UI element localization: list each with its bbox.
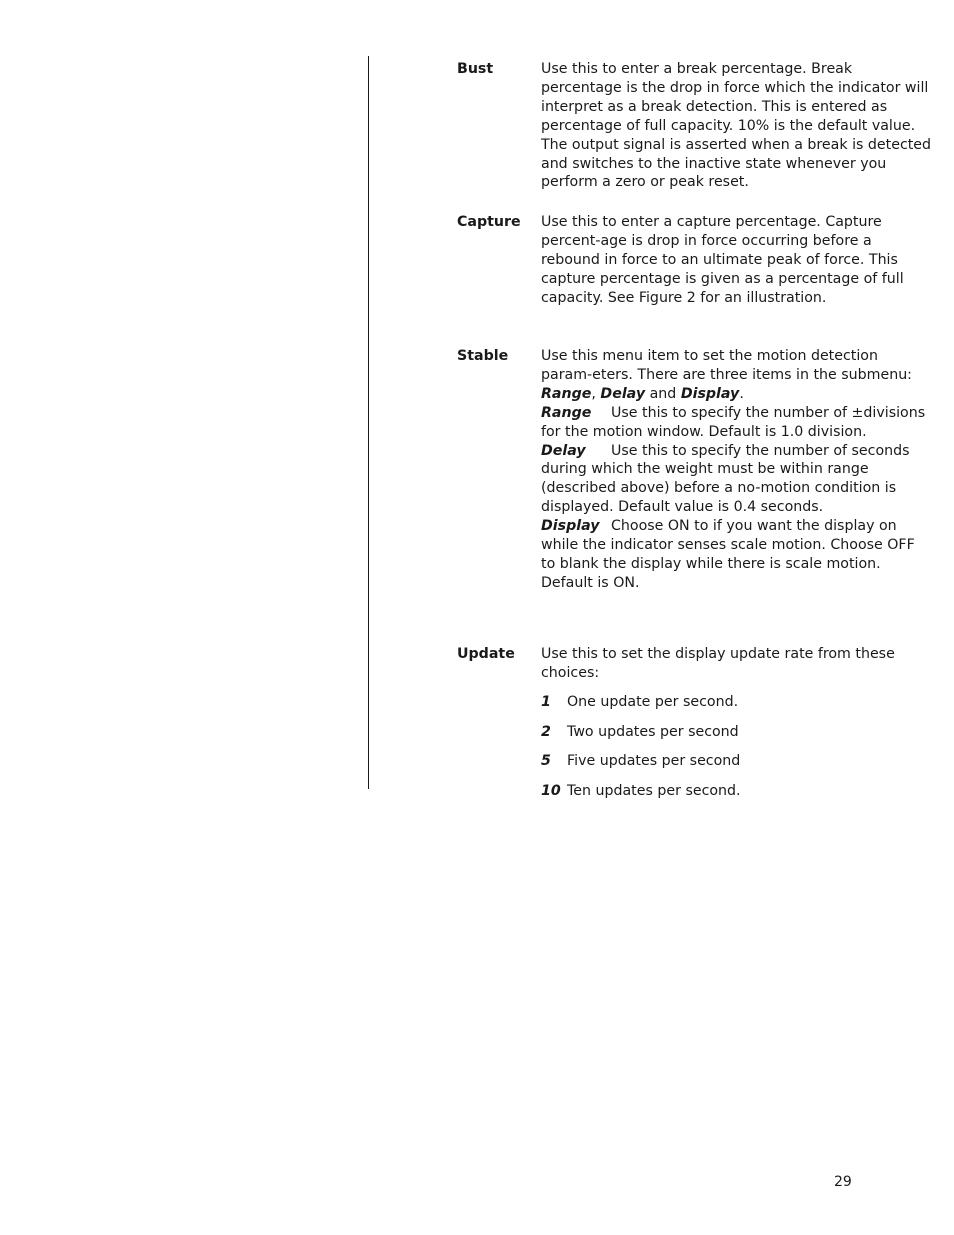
- subitem-delay: [541, 442, 933, 518]
- stable-intro-end: .: [739, 385, 744, 402]
- subitem-range: [541, 404, 933, 442]
- update-option-text: One update per second.: [567, 694, 739, 711]
- term-stable: Stable: [457, 348, 509, 364]
- margin-rule: [368, 56, 369, 789]
- update-option-1: [541, 693, 933, 712]
- desc-stable-intro: [541, 347, 933, 404]
- update-option-10: [541, 782, 933, 801]
- stable-intro-sep: ,: [591, 385, 596, 402]
- update-option-num: 1: [541, 694, 551, 711]
- update-option-text: Five updates per second: [567, 753, 741, 770]
- update-option-text: Ten updates per second.: [567, 782, 741, 799]
- subitem-display-term: Display: [541, 518, 600, 535]
- desc-bust-text: Use this to enter a break percentage. Break percentage is the drop in force which the indicator will interpret as a break detection. This is entered as percentage of full capacity. 10% is the default value. The output signal is asserted when a break is detected and switches to the inactive state whenever you perform a zero or peak reset.: [541, 61, 932, 191]
- desc-update: [541, 645, 933, 801]
- subitem-delay-text: Use this to specify the number of seconds during which the weight must be within range (described above) before a no-motion condition is displayed. Default value is 0.4 seconds.: [541, 442, 910, 516]
- stable-intro-display: Display: [680, 385, 740, 402]
- desc-capture: [541, 213, 933, 308]
- subitem-range-term: Range: [541, 404, 592, 421]
- stable-intro-delay: Delay: [600, 385, 646, 402]
- update-option-5: [541, 752, 933, 771]
- update-option-num: 2: [541, 723, 551, 740]
- subitem-display: [541, 517, 933, 593]
- update-option-text: Two updates per second: [567, 723, 739, 740]
- desc-bust: [541, 60, 933, 192]
- stable-intro-range: Range: [541, 385, 592, 402]
- subitem-display-text: Choose ON to if you want the display on while the indicator senses scale motion. Choose OFF to blank the display while there is scale motion. Default is ON.: [541, 518, 915, 591]
- term-bust: Bust: [457, 61, 494, 77]
- desc-stable: [541, 347, 933, 593]
- subitem-range-text: Use this to specify the number of ±divisions for the motion window. Default is 1.0 division.: [541, 404, 926, 440]
- update-option-num: 10: [541, 782, 561, 799]
- desc-capture-text: Use this to enter a capture percentage. Capture percent-age is drop in force occurring before a rebound in force to an ultimate peak of force. This capture percentage is given as a percentage of full capacity. See Figure 2 for an illustration.: [541, 214, 904, 306]
- page-number: 29: [834, 1174, 852, 1190]
- stable-intro-text: Use this menu item to set the motion detection param-eters. There are three items in the submenu:: [541, 348, 912, 383]
- update-option-2: [541, 723, 933, 742]
- stable-intro-and: and: [649, 385, 677, 402]
- subitem-delay-term: Delay: [541, 442, 586, 459]
- update-option-num: 5: [541, 753, 551, 770]
- desc-update-text: Use this to set the display update rate from these choices:: [541, 646, 895, 681]
- term-capture: Capture: [457, 214, 521, 230]
- term-update: Update: [457, 646, 515, 662]
